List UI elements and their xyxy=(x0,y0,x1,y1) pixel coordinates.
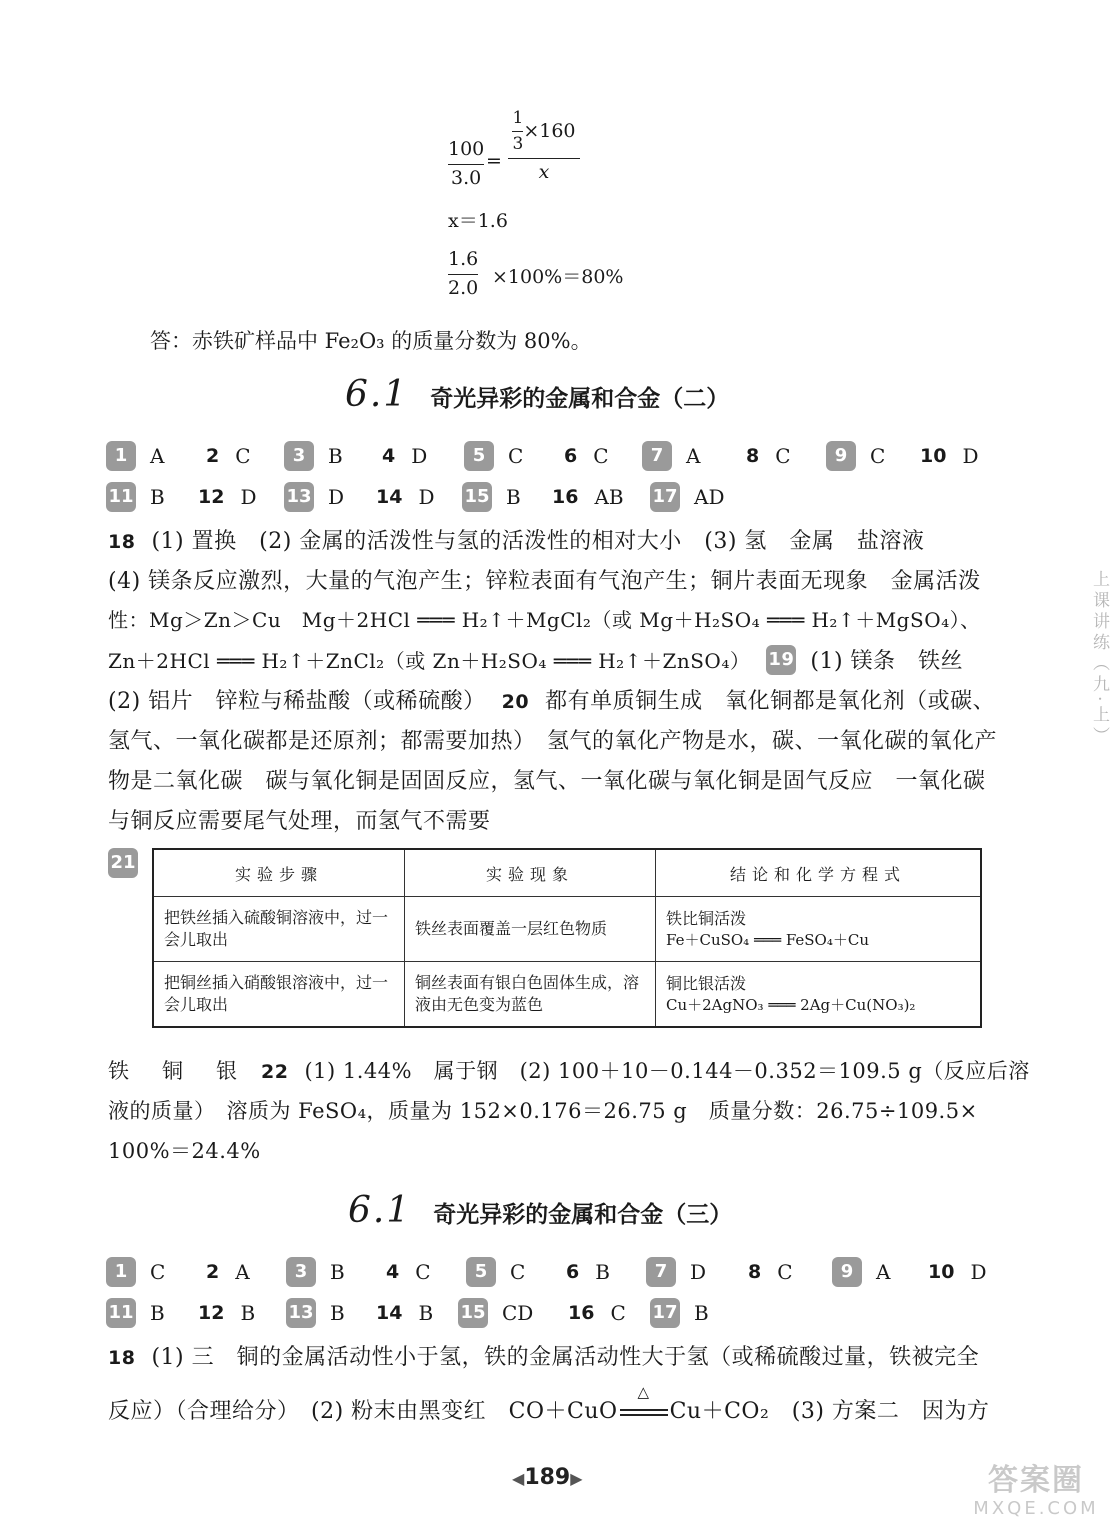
question-number: 8 xyxy=(746,445,760,467)
question-badge: 13 xyxy=(284,482,314,512)
answer-letter: AD xyxy=(694,485,725,509)
fraction-bar xyxy=(448,274,478,275)
question-number: 18 xyxy=(108,1347,136,1369)
answer-item xyxy=(458,1298,533,1328)
answer-letter: A xyxy=(235,1260,250,1284)
question-number: 20 xyxy=(501,691,530,713)
answer-letter: CD xyxy=(502,1301,534,1325)
answer-letter: C xyxy=(775,444,791,468)
table-row xyxy=(153,962,981,1028)
table-cell: 把铜丝插入硝酸银溶液中，过一会儿取出 xyxy=(153,962,405,1028)
para-line-7: 物是二氧化碳 碳与氧化铜是固固反应，氢气、一氧化碳与氧化铜是固气反应 一氧化碳 xyxy=(108,769,986,794)
table-cell: 铜丝表面有银白色固体生成，溶液由无色变为蓝色 xyxy=(405,962,656,1028)
answer-item xyxy=(566,1257,610,1287)
fraction-100-over-3 xyxy=(448,138,484,191)
para-line-2: (4) 镁条反应激烈，大量的气泡产生；锌粒表面有气泡产生；铜片表面无现象 金属活泼 xyxy=(108,569,981,594)
answer-item xyxy=(106,1257,165,1287)
question-number: 2 xyxy=(206,445,220,467)
table-header: 实验步骤 xyxy=(153,849,405,897)
question-number: 4 xyxy=(382,445,396,467)
answer-item xyxy=(206,441,251,471)
answer-letter: B xyxy=(328,444,343,468)
question-badge: 21 xyxy=(108,848,138,878)
equation-text: Zn＋2HCl ═══ H₂↑＋ZnCl₂（或 Zn＋H₂SO₄ ═══ H₂↑＋ZnSO₄） xyxy=(108,649,751,673)
answer-item xyxy=(284,482,344,512)
table-row xyxy=(153,897,981,962)
question-badge: 15 xyxy=(458,1298,488,1328)
answer-letter: C xyxy=(870,444,886,468)
section-title: 奇光异彩的金属和合金（二） xyxy=(430,385,730,412)
answer-item xyxy=(206,1257,250,1287)
question-number: 18 xyxy=(108,531,136,553)
table-header-row xyxy=(153,849,981,897)
answer-letter: AB xyxy=(594,485,624,509)
answer-item xyxy=(286,1298,345,1328)
answer-item xyxy=(464,441,523,471)
question-number: 16 xyxy=(568,1302,595,1324)
answer-letter: A xyxy=(150,444,165,468)
fraction-third-160-over-x xyxy=(508,108,580,184)
q18-text: (1) 置换 (2) 金属的活泼性与氢的活泼性的相对大小 (3) 氢 金属 盐溶液 xyxy=(151,529,925,554)
para-line-3: 性：Mg＞Zn＞Cu Mg＋2HCl ═══ H₂↑＋MgCl₂（或 Mg＋H₂SO₄ ═══ H₂↑＋MgSO₄）、 xyxy=(108,608,981,632)
one-third xyxy=(512,108,523,156)
answer-letter: D xyxy=(970,1260,987,1284)
q19-text: (1) 镁条 铁丝 xyxy=(810,649,964,674)
question-badge: 17 xyxy=(650,1298,680,1328)
question-badge: 1 xyxy=(106,441,136,471)
answer-item xyxy=(382,441,427,471)
answer-item xyxy=(552,482,624,512)
answer-item xyxy=(106,441,164,471)
para-line-8: 与铜反应需要尾气处理，而氢气不需要 xyxy=(108,809,491,834)
reaction-arrow xyxy=(618,1383,670,1424)
answer-item xyxy=(106,1298,165,1328)
answer-letter: C xyxy=(150,1260,166,1284)
q19-text-cont: (2) 铝片 锌粒与稀盐酸（或稀硫酸） xyxy=(108,689,486,714)
answer-letter: C xyxy=(508,444,524,468)
question-badge: 11 xyxy=(106,1298,136,1328)
conclusion: 铁比铜活泼 xyxy=(666,909,747,929)
fraction-1.6-over-2.0 xyxy=(448,248,478,301)
watermark-url: MXQE.COM xyxy=(973,1498,1099,1519)
heat-delta-icon: △ xyxy=(637,1383,650,1401)
experiment-table xyxy=(152,848,982,1028)
numerator: 1.6 xyxy=(448,248,479,270)
q20-text: 都有单质铜生成 氧化铜都是氧化剂（或碳、 xyxy=(545,689,996,714)
answer-item xyxy=(198,482,257,512)
table-cell xyxy=(656,962,982,1028)
right-arrow-icon: ▶ xyxy=(570,1469,583,1488)
question-badge: 1 xyxy=(106,1257,136,1287)
answer-letter: B xyxy=(150,485,165,509)
question-number: 22 xyxy=(261,1061,289,1083)
answer-letter: C xyxy=(610,1301,626,1325)
side-tab-label: 上课讲练（九·上） xyxy=(1089,570,1109,748)
x-value-line: x＝1.6 xyxy=(448,210,508,232)
question-number: 10 xyxy=(920,445,947,467)
question-number: 12 xyxy=(198,1302,225,1324)
answer-item xyxy=(928,1257,987,1287)
q22-text: (1) 1.44% 属于钢 (2) 100＋10－0.144－0.352＝109.5 g（反应后溶 xyxy=(304,1059,1030,1083)
answer-letter: A xyxy=(686,444,701,468)
question-number: 14 xyxy=(376,1302,403,1324)
denominator: 2.0 xyxy=(448,276,479,299)
answer-item xyxy=(286,1257,345,1287)
q18-text: (1) 三 铜的金属活动性小于氢，铁的金属活动性大于氢（或稀硫酸过量，铁被完全 xyxy=(151,1345,980,1370)
question-badge: 9 xyxy=(826,441,856,471)
answer-item xyxy=(564,441,609,471)
watermark-logo xyxy=(966,1464,1106,1526)
equation: Cu＋2AgNO₃ ═══ 2Ag＋Cu(NO₃)₂ xyxy=(666,995,916,1014)
page-number-text: 189 xyxy=(524,1465,571,1490)
answer-letter: D xyxy=(962,444,979,468)
answer-statement: 答：赤铁矿样品中 Fe₂O₃ 的质量分数为 80%。 xyxy=(150,329,592,353)
answer-item xyxy=(568,1298,626,1328)
equation: Fe＋CuSO₄ ═══ FeSO₄＋Cu xyxy=(666,930,870,949)
fraction-bar xyxy=(512,131,523,132)
double-line-icon xyxy=(620,1409,668,1416)
numerator: 1 xyxy=(512,108,524,128)
table-cell xyxy=(656,897,982,962)
watermark-text: 答案圈 xyxy=(988,1463,1084,1498)
section-number: 6.1 xyxy=(345,374,409,415)
para-line-9 xyxy=(108,1055,1030,1085)
denominator: 3 xyxy=(512,134,524,155)
question-number: 12 xyxy=(198,486,225,508)
q18-line-1 xyxy=(108,524,924,555)
table-cell: 铁丝表面覆盖一层红色物质 xyxy=(405,897,656,962)
para-line-11: 100%＝24.4% xyxy=(108,1139,261,1163)
page-number xyxy=(512,1465,583,1490)
answer-letter: B xyxy=(694,1301,709,1325)
table-header: 结论和化学方程式 xyxy=(656,849,982,897)
question-badge: 7 xyxy=(646,1257,676,1287)
fraction-bar xyxy=(448,164,484,165)
answer-item xyxy=(106,482,165,512)
answer-letter: C xyxy=(593,444,609,468)
question-badge: 5 xyxy=(466,1257,496,1287)
compound-numerator xyxy=(512,108,575,156)
answer-letter: D xyxy=(240,485,257,509)
question-number: 6 xyxy=(564,445,578,467)
numerator-rest: ×160 xyxy=(523,119,576,142)
question-badge: 5 xyxy=(464,441,494,471)
answer-item xyxy=(376,482,435,512)
question-badge: 19 xyxy=(766,645,796,675)
section-heading-2 xyxy=(348,1190,732,1231)
question-number: 14 xyxy=(376,486,403,508)
question-number: 10 xyxy=(928,1261,955,1283)
question-badge: 7 xyxy=(642,441,672,471)
answer-item xyxy=(284,441,343,471)
table-header: 实验现象 xyxy=(405,849,656,897)
numerator: 100 xyxy=(448,138,485,160)
answer-item xyxy=(826,441,885,471)
q18-text-cont: 反应）（合理给分） (2) 粉末由黑变红 CO＋CuO xyxy=(108,1399,618,1424)
table-cell: 把铁丝插入硫酸铜溶液中，过一会儿取出 xyxy=(153,897,405,962)
answer-letter: B xyxy=(418,1301,434,1325)
answer-item xyxy=(462,482,521,512)
section-heading-1 xyxy=(345,374,729,415)
answer-item xyxy=(746,441,791,471)
answer-item xyxy=(466,1257,525,1287)
question-badge: 13 xyxy=(286,1298,316,1328)
question-badge: 3 xyxy=(284,441,314,471)
section-number: 6.1 xyxy=(348,1190,412,1231)
equals-sign: = xyxy=(486,150,502,172)
answer-item xyxy=(832,1257,890,1287)
question-number: 2 xyxy=(206,1261,220,1283)
section-title: 奇光异彩的金属和合金（三） xyxy=(433,1201,733,1228)
answer-letter: A xyxy=(876,1260,891,1284)
answer-letter: B xyxy=(506,485,521,509)
para-line-4 xyxy=(108,644,963,675)
para-line-10: 液的质量） 溶质为 FeSO₄，质量为 152×0.176＝26.75 g 质量分数：26.75÷109.5× xyxy=(108,1099,978,1123)
denominator: 3.0 xyxy=(451,166,482,189)
answer-item xyxy=(650,482,724,512)
answer-letter: B xyxy=(330,1260,345,1284)
fraction-bar xyxy=(508,158,580,159)
left-arrow-icon: ◀ xyxy=(512,1469,525,1488)
para-line-5 xyxy=(108,684,995,715)
para-line-6: 氢气、一氧化碳都是还原剂；都需要加热） 氢气的氧化产物是水，碳、一氧化碳的氧化产 xyxy=(108,729,998,754)
q18-line-1 xyxy=(108,1340,979,1371)
question-badge: 17 xyxy=(650,482,680,512)
question-number: 4 xyxy=(386,1261,400,1283)
question-number: 16 xyxy=(552,486,579,508)
answer-letter: D xyxy=(411,444,428,468)
answer-item xyxy=(748,1257,793,1287)
answer-letter: C xyxy=(415,1260,431,1284)
answer-item xyxy=(920,441,979,471)
answer-letter: B xyxy=(595,1260,610,1284)
answer-letter: B xyxy=(240,1301,256,1325)
answer-letter: D xyxy=(690,1260,707,1284)
q18-line-2 xyxy=(108,1383,990,1425)
conclusion: 铜比银活泼 xyxy=(666,974,747,994)
answer-letter: C xyxy=(235,444,251,468)
answer-letter: C xyxy=(777,1260,793,1284)
answer-letter: B xyxy=(330,1301,345,1325)
answer-item xyxy=(376,1298,433,1328)
denominator: x xyxy=(538,160,550,183)
answer-letter: D xyxy=(418,485,435,509)
q18-text-end: Cu＋CO₂ (3) 方案二 因为方 xyxy=(669,1399,990,1424)
question-badge: 11 xyxy=(106,482,136,512)
q21-text: 铁 铜 银 xyxy=(108,1059,243,1083)
answer-letter: D xyxy=(328,485,345,509)
answer-item xyxy=(198,1298,255,1328)
answer-item xyxy=(642,441,700,471)
percent-result: ×100%＝80% xyxy=(492,266,624,288)
question-badge: 9 xyxy=(832,1257,862,1287)
question-badge: 15 xyxy=(462,482,492,512)
question-number: 6 xyxy=(566,1261,580,1283)
answer-item xyxy=(650,1298,709,1328)
answer-letter: C xyxy=(510,1260,526,1284)
question-badge: 3 xyxy=(286,1257,316,1287)
answer-item xyxy=(646,1257,706,1287)
answer-letter: B xyxy=(150,1301,165,1325)
answer-item xyxy=(386,1257,431,1287)
question-number: 8 xyxy=(748,1261,762,1283)
